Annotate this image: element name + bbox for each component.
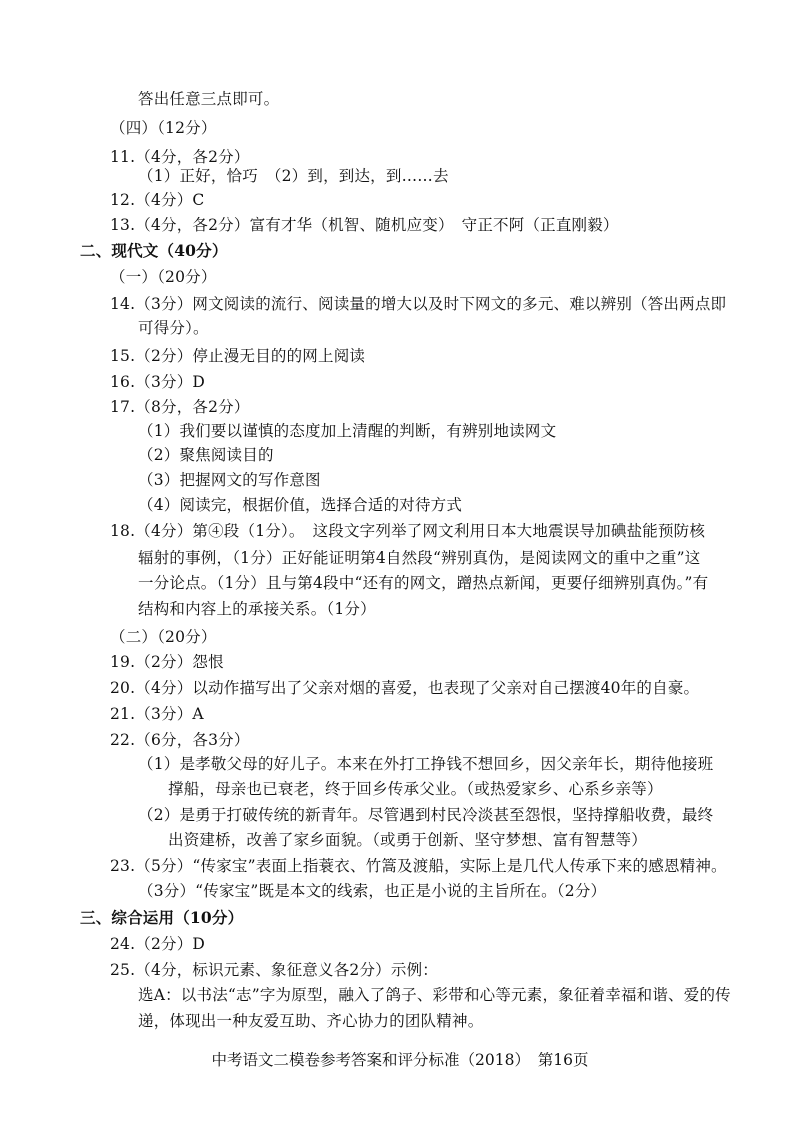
- question-20: 20.（4分）以动作描写出了父亲对烟的喜爱，也表现了父亲对自己摆渡40年的自豪。: [110, 679, 700, 697]
- question-22-item-1: （1）是孝敬父母的好儿子。本来在外打工挣钱不想回乡，因父亲年长，期待他接班: [138, 755, 714, 773]
- question-11-answer: （1）正好，恰巧 （2）到，到达，到……去: [138, 167, 449, 185]
- question-17-item-1: （1）我们要以谨慎的态度加上清醒的判断，有辨别地读网文: [138, 422, 557, 440]
- question-22: 22.（6分，各3分）: [110, 731, 250, 749]
- section-2-heading: 二、现代文（40分）: [80, 241, 228, 260]
- question-22-item-2: （2）是勇于打破传统的新青年。尽管遇到村民冷淡甚至怨恨，坚持撑船收费，最终: [138, 806, 714, 824]
- question-21: 21.（3分）A: [110, 705, 204, 723]
- question-25: 25.（4分，标识元素、象征意义各2分）示例：: [110, 961, 438, 979]
- question-15: 15.（2分）停止漫无目的的网上阅读: [110, 347, 366, 365]
- question-14-cont: 可得分）。: [138, 319, 209, 337]
- question-17-item-4: （4）阅读完，根据价值，选择合适的对待方式: [138, 496, 463, 514]
- page-footer: 中考语文二模卷参考答案和评分标准（2018） 第16页: [211, 1051, 589, 1069]
- question-17: 17.（8分，各2分）: [110, 398, 250, 416]
- question-14: 14.（3分）网文阅读的流行、阅读量的增大以及时下网文的多元、难以辨别（答出两点即: [110, 295, 727, 313]
- text-line-1: 答出任意三点即可。: [138, 90, 280, 108]
- question-16: 16.（3分）D: [110, 373, 206, 391]
- question-24: 24.（2分）D: [110, 935, 206, 953]
- section-3-heading: 三、综合运用（10分）: [80, 908, 244, 927]
- subsection-1-heading: （一）（20分）: [110, 268, 217, 286]
- question-23: 23.（5分）“传家宝”表面上指蓑衣、竹篙及渡船，实际上是几代人传承下来的感恩精神。: [110, 857, 727, 875]
- question-13: 13.（4分，各2分）富有才华（机智、随机应变） 守正不阿（正直刚毅）: [110, 216, 619, 234]
- question-18-cont-2: 一分论点。（1分）且与第4段中“还有的网文，蹭热点新闻，更要仔细辨别真伪。”有: [138, 574, 709, 592]
- question-17-item-2: （2）聚焦阅读目的: [138, 446, 274, 464]
- question-25-example-cont: 递，体现出一种友爱互助、齐心协力的团队精神。: [138, 1012, 484, 1030]
- section-4-heading: （四）（12分）: [110, 119, 217, 137]
- question-19: 19.（2分）怨恨: [110, 653, 224, 671]
- question-22-item-1-cont: 撑船，母亲也已衰老，终于回乡传承父业。（或热爱家乡、心系乡亲等）: [168, 780, 663, 798]
- question-17-item-3: （3）把握网文的写作意图: [138, 471, 321, 489]
- question-23-cont: （3分）“传家宝”既是本文的线索，也正是小说的主旨所在。（2分）: [138, 882, 607, 900]
- question-18: 18.（4分）第④段（1分）。 这段文字列举了网文利用日本大地震误导加碘盐能预防核: [110, 522, 706, 540]
- subsection-2-heading: （二）（20分）: [110, 628, 217, 646]
- question-12: 12.（4分）C: [110, 191, 205, 209]
- question-18-cont-1: 辐射的事例，（1分）正好能证明第4自然段“辨别真伪，是阅读网文的重中之重”这: [138, 549, 701, 567]
- question-25-example: 选A：以书法“志”字为原型，融入了鸽子、彩带和心等元素，象征着幸福和谐、爱的传: [138, 986, 731, 1004]
- question-18-cont-3: 结构和内容上的承接关系。（1分）: [138, 600, 376, 618]
- question-11: 11.（4分，各2分）: [110, 148, 250, 166]
- question-22-item-2-cont: 出资建桥，改善了家乡面貌。（或勇于创新、坚守梦想、富有智慧等）: [168, 831, 647, 849]
